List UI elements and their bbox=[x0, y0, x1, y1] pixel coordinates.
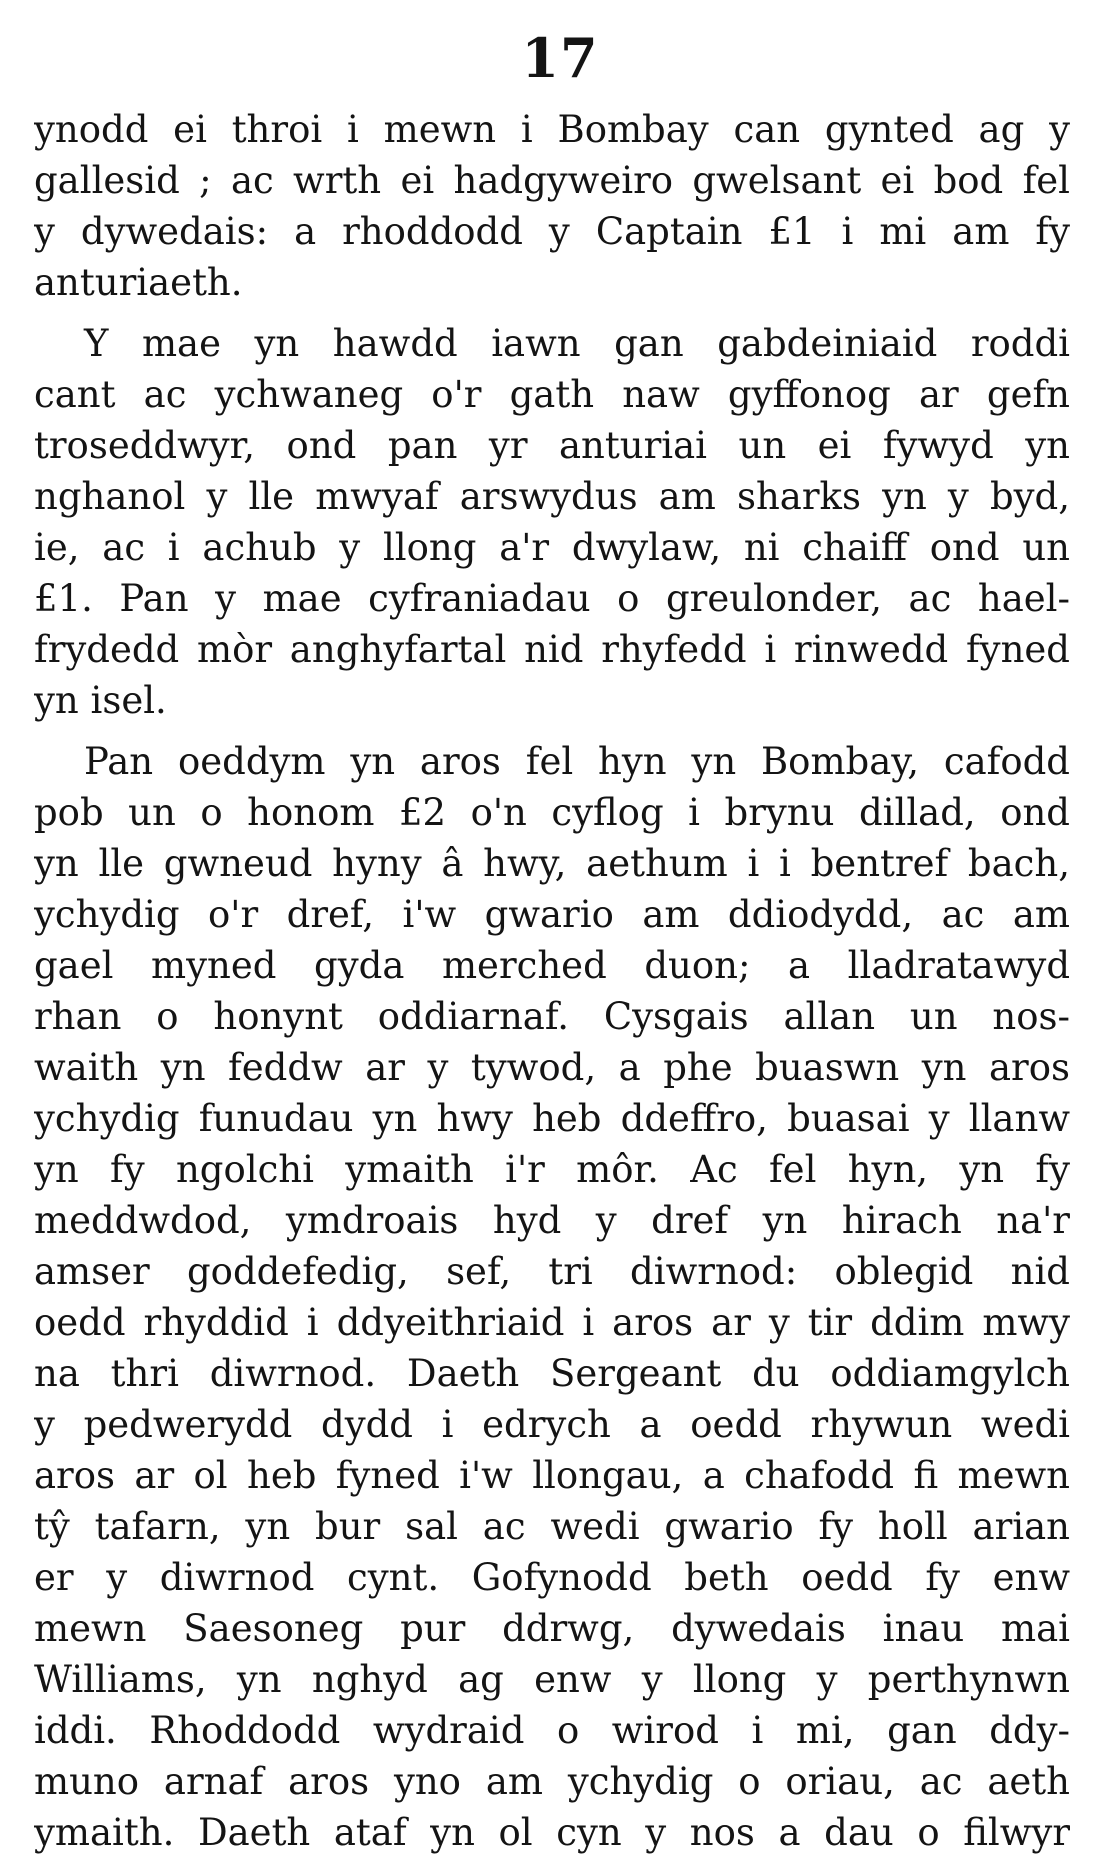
page-number: 17 bbox=[521, 26, 599, 90]
text-line: rhan o honynt oddiarnaf. Cysgais allan un nos- bbox=[34, 995, 1070, 1038]
text-line: waith yn feddw ar y tywod, a phe buaswn yn aros bbox=[34, 1046, 1070, 1089]
text-line: tŷ tafarn, yn bur sal ac wedi gwario fy holl arian bbox=[34, 1505, 1070, 1548]
text-line: frydedd mòr anghyfartal nid rhyfedd i rinwedd fyned bbox=[34, 628, 1070, 671]
text-line: er y diwrnod cynt. Gofynodd beth oedd fy enw bbox=[34, 1556, 1070, 1599]
text-line: £1. Pan y mae cyfraniadau o greulonder, ac hael- bbox=[34, 577, 1070, 620]
text-line: gael myned gyda merched duon; a lladratawyd bbox=[34, 944, 1070, 987]
paragraph-3 bbox=[34, 736, 1070, 1858]
text-line: nghanol y lle mwyaf arswydus am sharks yn y byd, bbox=[34, 475, 1070, 518]
text-line: anturiaeth. bbox=[34, 261, 243, 304]
text-line: meddwdod, ymdroais hyd y dref yn hirach na'r bbox=[34, 1199, 1070, 1242]
text-line: gallesid ; ac wrth ei hadgyweiro gwelsant ei bod fel bbox=[34, 159, 1070, 202]
paragraph-1 bbox=[34, 104, 1070, 308]
body-text bbox=[34, 104, 1070, 1858]
text-line: Y mae yn hawdd iawn gan gabdeiniaid roddi bbox=[84, 322, 1070, 365]
paragraph-2 bbox=[34, 318, 1070, 726]
text-line: ymaith. Daeth ataf yn ol cyn y nos a dau o filwyr bbox=[34, 1811, 1070, 1854]
text-line: yn fy ngolchi ymaith i'r môr. Ac fel hyn, yn fy bbox=[34, 1148, 1070, 1191]
text-line: Pan oeddym yn aros fel hyn yn Bombay, cafodd bbox=[84, 740, 1070, 783]
text-line: aros ar ol heb fyned i'w llongau, a chafodd fi mewn bbox=[34, 1454, 1070, 1497]
text-line: oedd rhyddid i ddyeithriaid i aros ar y tir ddim mwy bbox=[34, 1301, 1070, 1344]
text-line: muno arnaf aros yno am ychydig o oriau, ac aeth bbox=[34, 1760, 1070, 1803]
text-line: iddi. Rhoddodd wydraid o wirod i mi, gan ddy- bbox=[34, 1709, 1070, 1752]
text-line: ychydig o'r dref, i'w gwario am ddiodydd, ac am bbox=[34, 893, 1070, 936]
text-line: ie, ac i achub y llong a'r dwylaw, ni chaiff ond un bbox=[34, 526, 1070, 569]
text-line: Williams, yn nghyd ag enw y llong y perthynwn bbox=[34, 1658, 1070, 1701]
text-line: yn lle gwneud hyny â hwy, aethum i i bentref bach, bbox=[34, 842, 1070, 885]
text-line: y dywedais: a rhoddodd y Captain £1 i mi am fy bbox=[34, 210, 1070, 253]
text-line: pob un o honom £2 o'n cyflog i brynu dillad, ond bbox=[34, 791, 1070, 834]
text-line: ynodd ei throi i mewn i Bombay can gynted ag y bbox=[34, 108, 1070, 151]
text-line: na thri diwrnod. Daeth Sergeant du oddiamgylch bbox=[34, 1352, 1070, 1395]
text-line: mewn Saesoneg pur ddrwg, dywedais inau mai bbox=[34, 1607, 1070, 1650]
text-line: y pedwerydd dydd i edrych a oedd rhywun wedi bbox=[34, 1403, 1070, 1446]
text-line: yn isel. bbox=[34, 679, 167, 722]
text-line: cant ac ychwaneg o'r gath naw gyffonog ar gefn bbox=[34, 373, 1070, 416]
text-line: ychydig funudau yn hwy heb ddeffro, buasai y llanw bbox=[34, 1097, 1070, 1140]
text-line: troseddwyr, ond pan yr anturiai un ei fywyd yn bbox=[34, 424, 1070, 467]
text-line: amser goddefedig, sef, tri diwrnod: oblegid nid bbox=[34, 1250, 1070, 1293]
